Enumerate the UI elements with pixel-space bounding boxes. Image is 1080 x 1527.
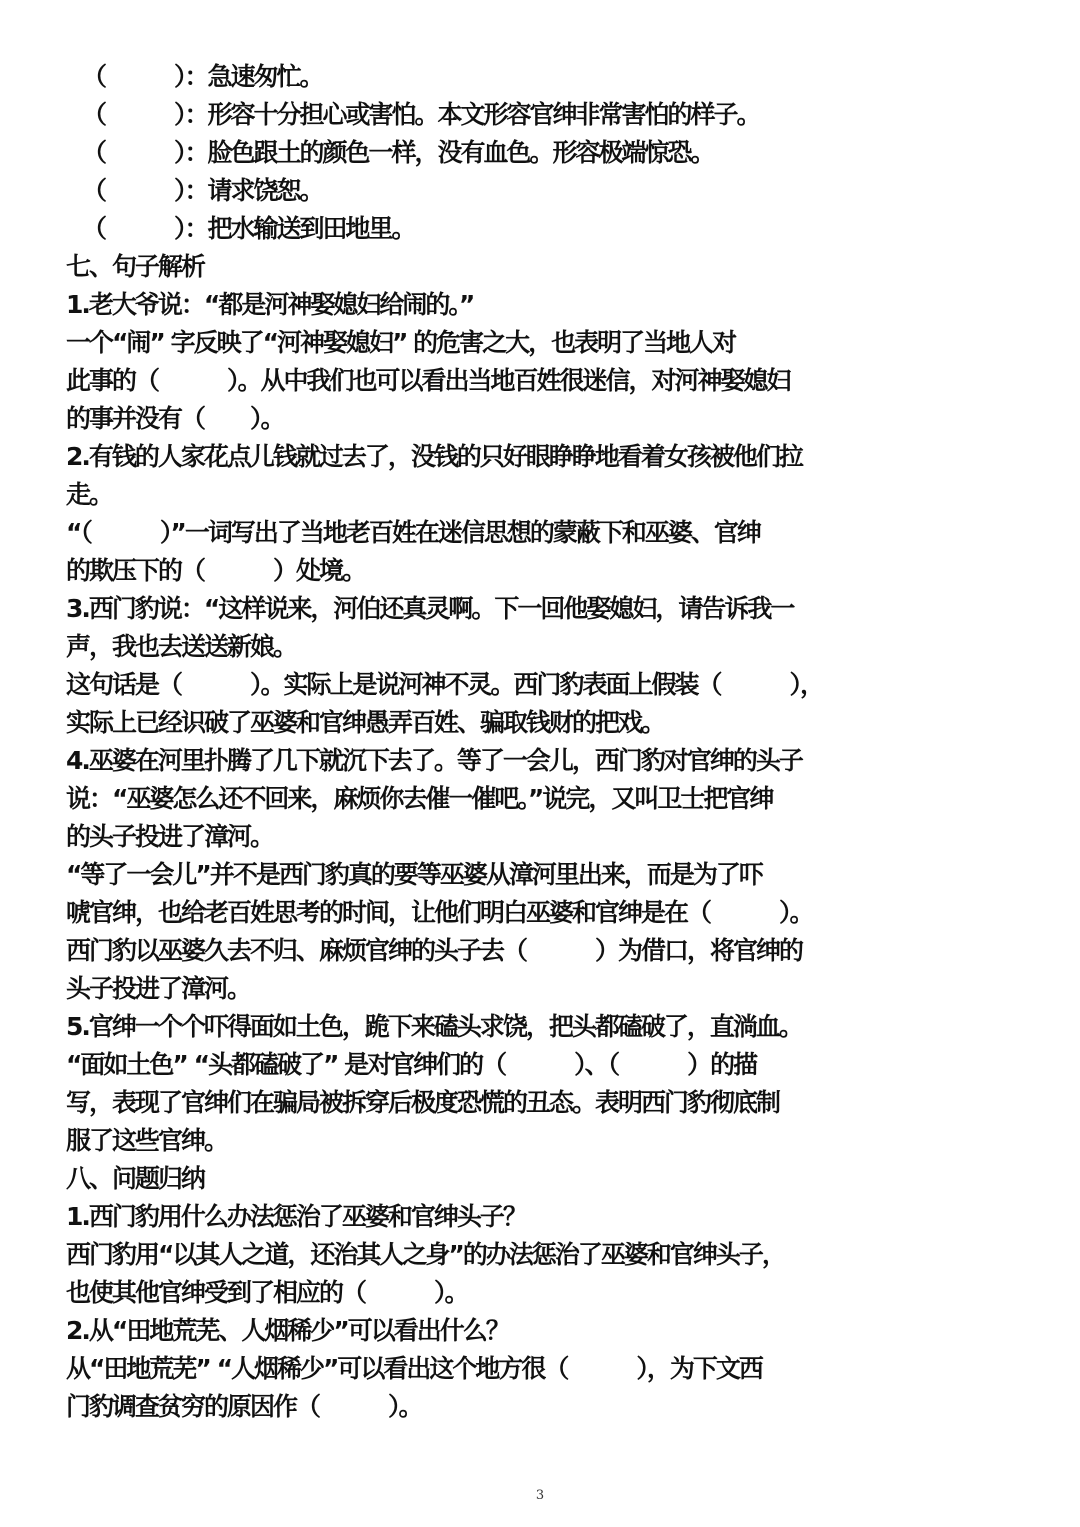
answer-line: “等了一会儿”并不是西门豹真的要等巫婆从漳河里出来，而是为了吓 (66, 860, 762, 889)
question-line: 声，我也去送送新娘。 (66, 632, 297, 661)
answer-line: 的欺压下的（ ）处境。 (66, 556, 366, 585)
section-heading: 八、问题归纳 (66, 1164, 205, 1193)
answer-line: 门豹调查贫穷的原因作（ ）。 (66, 1392, 422, 1421)
definition-line: （ ）：形容十分担心或害怕。本文形容官绅非常害怕的样子。 (82, 100, 760, 129)
question-line: 3.西门豹说：“这样说来，河伯还真灵啊。下一回他娶媳妇，请告诉我一 (66, 594, 794, 623)
question-line: 说：“巫婆怎么还不回来，麻烦你去催一催吧。”说完，又叫卫士把官绅 (66, 784, 773, 813)
answer-line: “面如土色” “头都磕破了” 是对官绅们的（ ）、（ ）的描 (66, 1050, 757, 1079)
question-line: 4.巫婆在河里扑腾了几下就沉下去了。等了一会儿，西门豹对官绅的头子 (66, 746, 802, 775)
section-sentence-analysis (66, 248, 1026, 1160)
worksheet-page (66, 58, 1026, 1426)
question-line: 2.有钱的人家花点儿钱就过去了，没钱的只好眼睁睁地看着女孩被他们拉 (66, 442, 802, 471)
answer-line: 此事的（ ）。从中我们也可以看出当地百姓很迷信，对河神娶媳妇 (66, 366, 790, 395)
definition-line: （ ）：脸色跟土的颜色一样，没有血色。形容极端惊恐。 (82, 138, 714, 167)
definition-line: （ ）：把水输送到田地里。 (82, 214, 415, 243)
answer-line: 服了这些官绅。 (66, 1126, 228, 1155)
question-line: 的头子投进了漳河。 (66, 822, 274, 851)
answer-line: 西门豹以巫婆久去不归、麻烦官绅的头子去（ ）为借口，将官绅的 (66, 936, 803, 965)
section-question-summary (66, 1160, 1026, 1426)
answer-line: 唬官绅，也给老百姓思考的时间，让他们明白巫婆和官绅是在（ ）。 (66, 898, 813, 927)
answer-line: 也使其他官绅受到了相应的（ ）。 (66, 1278, 468, 1307)
answer-line: 实际上已经识破了巫婆和官绅愚弄百姓、骗取钱财的把戏。 (66, 708, 665, 737)
definitions-list (66, 58, 1026, 248)
definition-line: （ ）：急速匆忙。 (82, 62, 323, 91)
answer-line: “（ ）”一词写出了当地老百姓在迷信思想的蒙蔽下和巫婆、官绅 (66, 518, 760, 547)
question-line: 1.西门豹用什么办法惩治了巫婆和官绅头子？ (66, 1202, 526, 1231)
answer-line: 这句话是（ ）。实际上是说河神不灵。西门豹表面上假装（ ）， (66, 670, 824, 699)
section-heading: 七、句子解析 (66, 252, 205, 281)
answer-line: 一个“闹” 字反映了“河神娶媳妇” 的危害之大，也表明了当地人对 (66, 328, 736, 357)
answer-line: 的事并没有（ ）。 (66, 404, 284, 433)
question-line: 走。 (66, 480, 113, 509)
question-line: 2.从“田地荒芜、人烟稀少”可以看出什么？ (66, 1316, 509, 1345)
answer-line: 写，表现了官绅们在骗局被拆穿后极度恐慌的丑态。表明西门豹彻底制 (66, 1088, 780, 1117)
answer-line: 西门豹用“以其人之道，还治其人之身”的办法惩治了巫婆和官绅头子， (66, 1240, 785, 1269)
question-line: 5.官绅一个个吓得面如土色，跪下来磕头求饶，把头都磕破了，直淌血。 (66, 1012, 802, 1041)
answer-line: 从“田地荒芜” “人烟稀少”可以看出这个地方很（ ），为下文西 (66, 1354, 762, 1383)
answer-line: 头子投进了漳河。 (66, 974, 251, 1003)
question-line: 1.老大爷说：“都是河神娶媳妇给闹的。” (66, 290, 474, 319)
definition-line: （ ）：请求饶恕。 (82, 176, 323, 205)
page-number: 3 (535, 1488, 545, 1503)
